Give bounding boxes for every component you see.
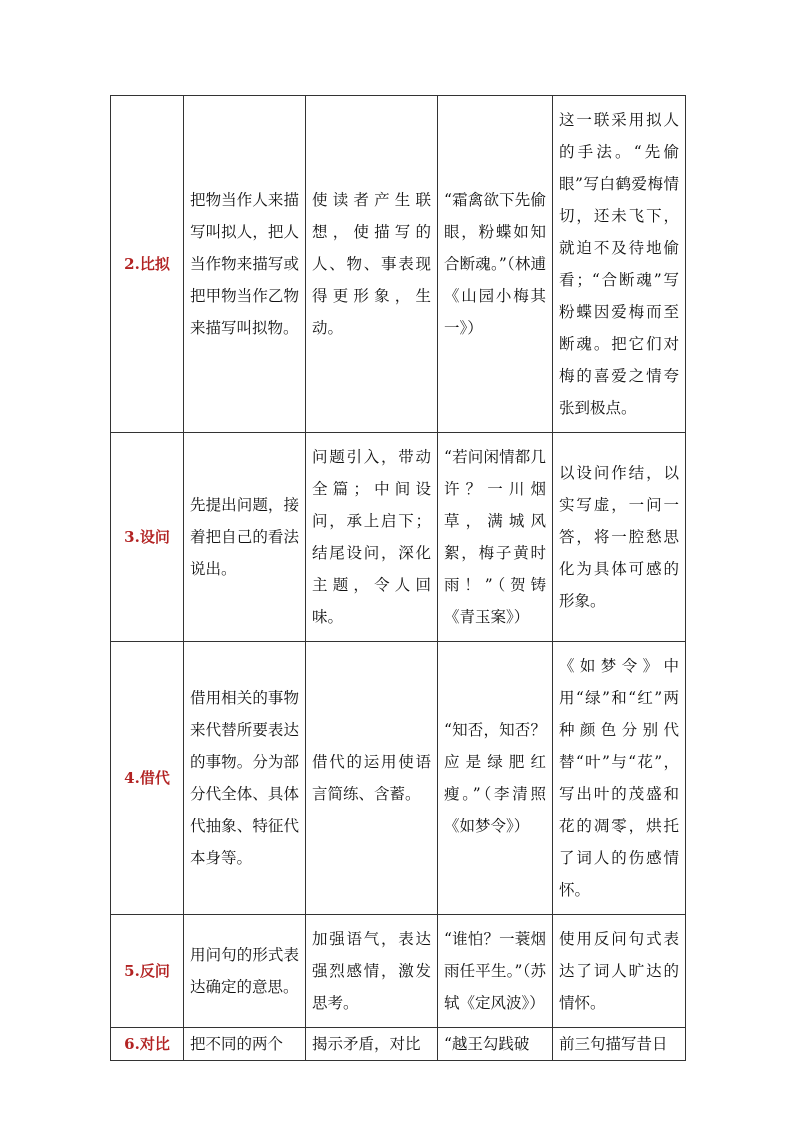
device-analysis: 以设问作结，以实写虚，一问一答，将一腔愁思化为具体可感的形象。 bbox=[553, 433, 686, 642]
device-name: 6.对比 bbox=[111, 1028, 184, 1061]
device-name: 4.借代 bbox=[111, 642, 184, 915]
table-row bbox=[111, 642, 686, 915]
device-name: 3.设问 bbox=[111, 433, 184, 642]
device-example: “霜禽欲下先偷眼，粉蝶如知合断魂。”（林逋《山园小梅其一》） bbox=[438, 96, 553, 433]
device-effect: 问题引入，带动全篇；中间设问，承上启下；结尾设问，深化主题，令人回味。 bbox=[306, 433, 438, 642]
device-definition: 先提出问题，接着把自己的看法说出。 bbox=[184, 433, 306, 642]
device-analysis: 这一联采用拟人的手法。“先偷眼”写白鹤爱梅情切，还未飞下，就迫不及待地偷看；“合断魂”写粉蝶因爱梅而至断魂。把它们对梅的喜爱之情夸张到极点。 bbox=[553, 96, 686, 433]
table-row bbox=[111, 1028, 686, 1061]
device-name: 2.比拟 bbox=[111, 96, 184, 433]
device-analysis: 《如梦令》中用“绿”和“红”两种颜色分别代替“叶”与“花”，写出叶的茂盛和花的凋零，烘托了词人的伤感情怀。 bbox=[553, 642, 686, 915]
device-effect: 揭示矛盾，对比 bbox=[306, 1028, 438, 1061]
rhetoric-table bbox=[110, 95, 686, 1061]
device-analysis: 前三句描写昔日 bbox=[553, 1028, 686, 1061]
device-example: “越王勾践破 bbox=[438, 1028, 553, 1061]
device-example: “若问闲情都几许？一川烟草，满城风絮，梅子黄时雨！”（贺铸《青玉案》） bbox=[438, 433, 553, 642]
device-effect: 借代的运用使语言简练、含蓄。 bbox=[306, 642, 438, 915]
device-effect: 加强语气，表达强烈感情，激发思考。 bbox=[306, 915, 438, 1028]
device-example: “谁怕？一蓑烟雨任平生。”（苏轼《定风波》） bbox=[438, 915, 553, 1028]
table-row bbox=[111, 915, 686, 1028]
table-row bbox=[111, 433, 686, 642]
device-name: 5.反问 bbox=[111, 915, 184, 1028]
device-definition: 把物当作人来描写叫拟人，把人当作物来描写或把甲物当作乙物来描写叫拟物。 bbox=[184, 96, 306, 433]
device-definition: 用问句的形式表达确定的意思。 bbox=[184, 915, 306, 1028]
device-analysis: 使用反问句式表达了词人旷达的情怀。 bbox=[553, 915, 686, 1028]
device-example: “知否，知否？应是绿肥红瘦。”（李清照《如梦令》） bbox=[438, 642, 553, 915]
device-definition: 借用相关的事物来代替所要表达的事物。分为部分代全体、具体代抽象、特征代本身等。 bbox=[184, 642, 306, 915]
table-row bbox=[111, 96, 686, 433]
device-effect: 使读者产生联想，使描写的人、物、事表现得更形象，生动。 bbox=[306, 96, 438, 433]
device-definition: 把不同的两个 bbox=[184, 1028, 306, 1061]
